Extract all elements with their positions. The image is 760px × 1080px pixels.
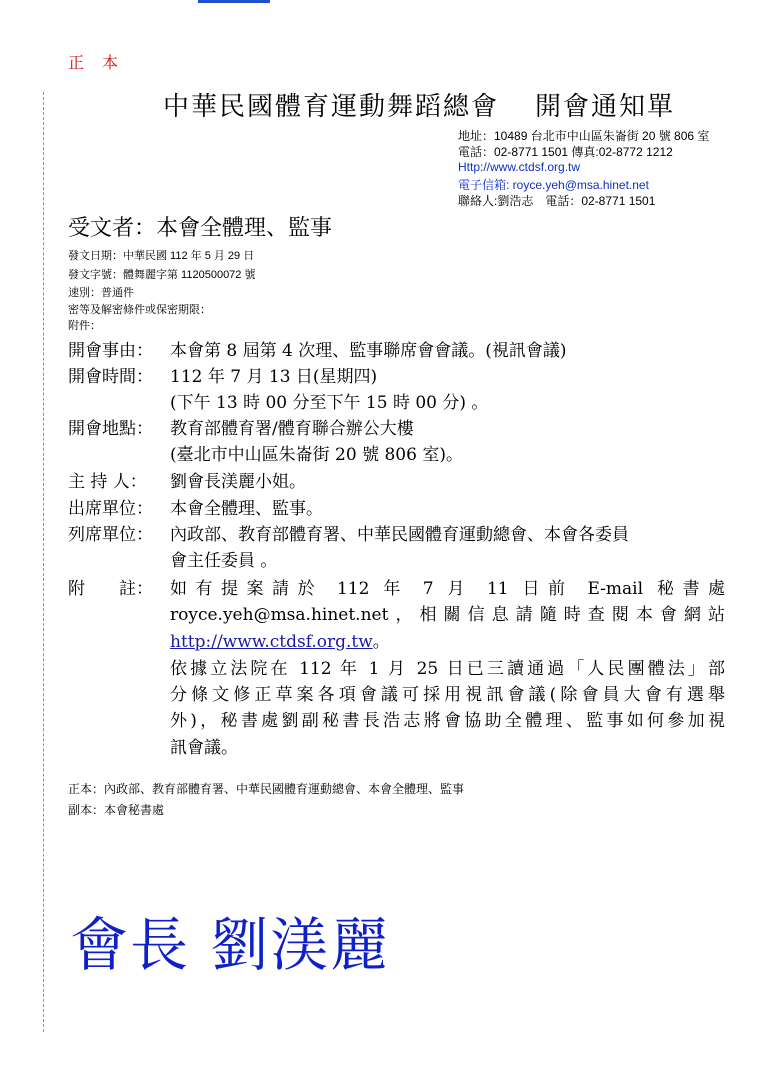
contact-phone-fax: 電話：02-8771 1501 傳真:02-8772 1212	[458, 145, 673, 159]
notes-line-7: 訊會議。	[170, 738, 238, 758]
confidentiality: 密等及解密條件或保密期限：	[68, 304, 211, 316]
title-organization: 中華民國體育運動舞蹈總會	[163, 92, 500, 122]
distribution-original: 正本：內政部、教育部體育署、中華民國體育運動總會、本會全體理、監事	[68, 782, 465, 796]
meeting-address: (臺北市中山區朱崙街 20 號 806 室)。	[170, 445, 463, 465]
meeting-chair: 劉會長渼麗小姐。	[170, 472, 306, 492]
binding-margin-line	[43, 92, 44, 1032]
notes-line-5: 分條文修正草案各項會議可採用視訊會議(除會員大會有選舉	[170, 685, 725, 705]
document-number: 發文字號：體舞麗字第 1120500072 號	[68, 269, 256, 281]
meeting-date: 112 年 7 月 13 日(星期四)	[170, 367, 378, 387]
copy-type-label: 正本	[68, 53, 137, 72]
notes-line-1: 如有提案請於 112 年 7 月 11 日前 E-mail 秘書處	[170, 579, 725, 599]
meeting-time-range: (下午 13 時 00 分至下午 15 時 00 分) 。	[170, 393, 489, 413]
attachments: 附件：	[68, 320, 101, 332]
website-link[interactable]: http://www.ctdsf.org.tw	[170, 632, 373, 652]
meeting-place: 教育部體育署/體育聯合辦公大樓	[170, 419, 414, 439]
delivery-speed: 速別：普通件	[68, 287, 134, 299]
time-label: 開會時間：	[68, 367, 153, 387]
recipient: 受文者：本會全體理、監事	[68, 216, 333, 241]
top-accent-bar	[198, 0, 270, 3]
signature-chairperson: 會長 劉渼麗	[70, 911, 391, 979]
contact-address: 地址：10489 台北市中山區朱崙街 20 號 806 室	[458, 129, 710, 143]
notes-line-4: 依據立法院在 112 年 1 月 25 日已三讀通過「人民團體法」部	[170, 659, 725, 679]
page-title	[163, 86, 675, 123]
notes-line-6: 外)，秘書處劉副秘書長浩志將會協助全體理、監事如何參加視	[170, 711, 725, 731]
notes-label: 附 註：	[68, 579, 153, 599]
observers-label: 列席單位：	[68, 525, 153, 545]
subject-label: 開會事由：	[68, 341, 153, 361]
notes-line-3	[170, 627, 390, 652]
notes-line-3-suffix: 。	[372, 632, 390, 652]
contact-website[interactable]: Http://www.ctdsf.org.tw	[458, 160, 581, 174]
attendees: 本會全體理、監事。	[170, 499, 323, 519]
place-label: 開會地點：	[68, 419, 153, 439]
issue-date: 發文日期：中華民國 112 年 5 月 29 日	[68, 250, 255, 262]
distribution-copy: 副本：本會秘書處	[68, 803, 165, 817]
notes-line-2: royce.yeh@msa.hinet.net，相關信息請隨時查閱本會網站	[170, 605, 725, 625]
title-document-type: 開會通知單	[535, 92, 676, 122]
attendees-label: 出席單位：	[68, 499, 153, 519]
contact-person: 聯絡人:劉浩志 電話：02-8771 1501	[458, 194, 656, 208]
observers-line-2: 會主任委員 。	[170, 551, 278, 571]
contact-email[interactable]: 電子信箱: royce.yeh@msa.hinet.net	[458, 178, 649, 192]
observers-line-1: 內政部、教育部體育署、中華民國體育運動總會、本會各委員	[170, 525, 629, 545]
chair-label: 主 持 人：	[68, 472, 147, 492]
meeting-subject: 本會第 8 屆第 4 次理、監事聯席會會議。(視訊會議)	[170, 341, 567, 361]
